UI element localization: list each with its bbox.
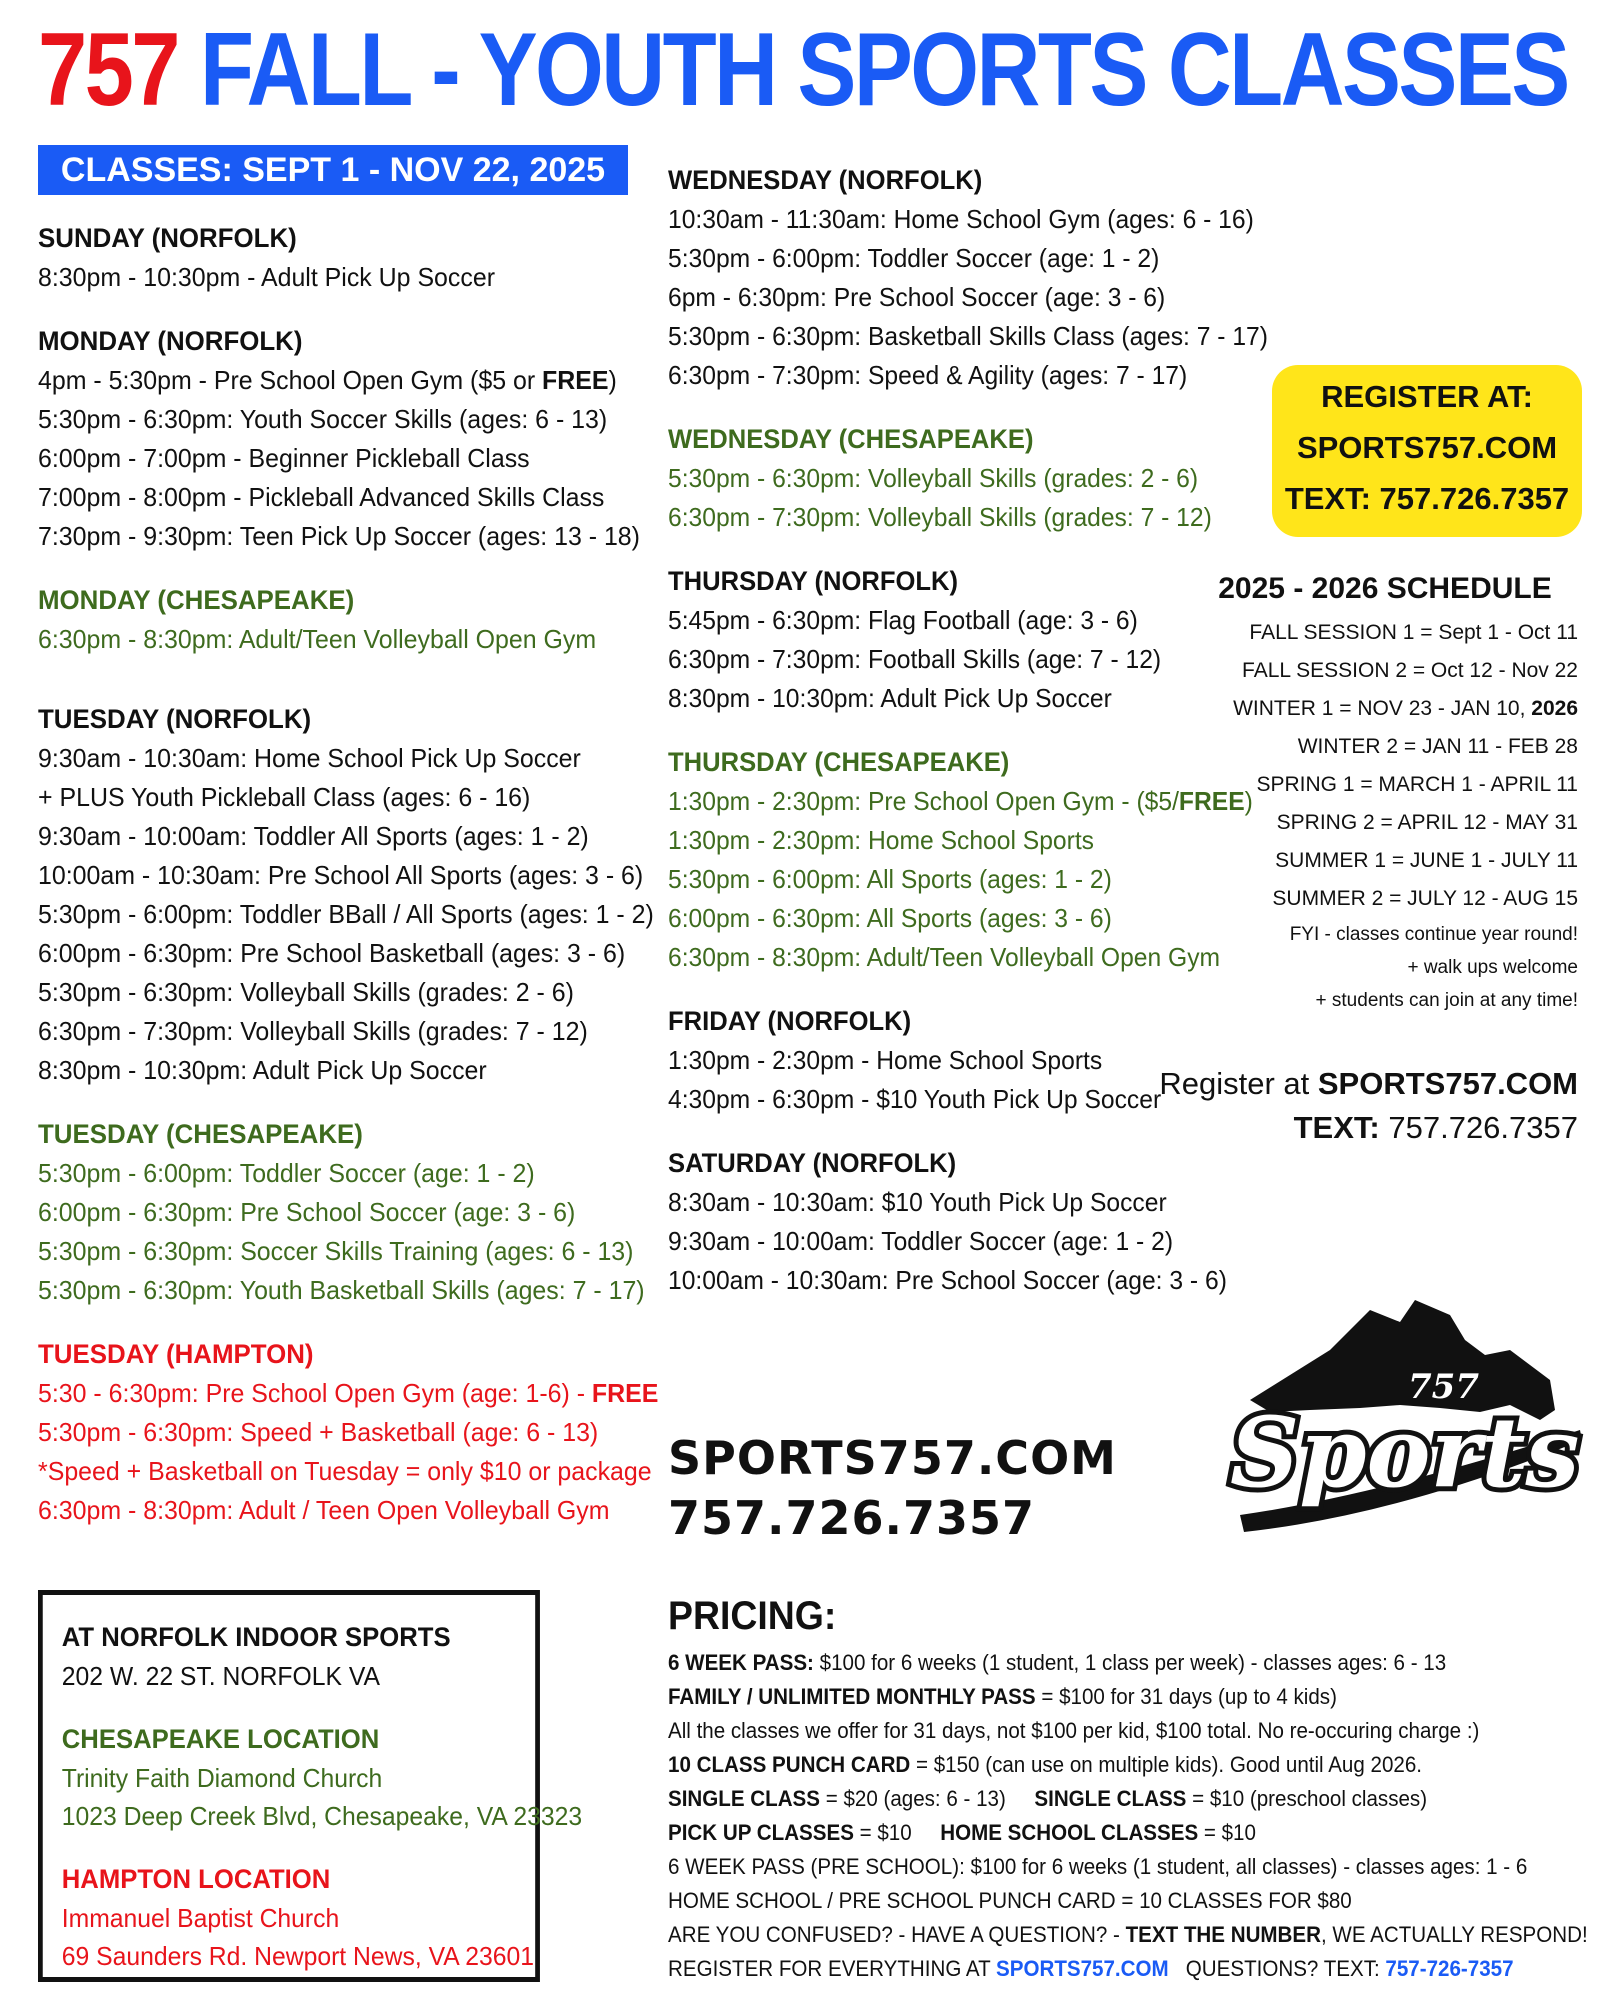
price-line: All the classes we offer for 31 days, not $100 per kid, $100 total. No re-occuring charge :)	[668, 1718, 1480, 1743]
class-line: 8:30pm - 10:30pm - Adult Pick Up Soccer	[38, 262, 495, 292]
register-phone: 757.726.7357	[1379, 1110, 1578, 1145]
section-thursday-chesapeake	[668, 742, 1253, 977]
schedule-item: SUMMER 1 = JUNE 1 - JULY 11	[1275, 849, 1578, 872]
class-line: 5:45pm - 6:30pm: Flag Football (age: 3 - 6)	[668, 605, 1138, 635]
class-line: 1:30pm - 2:30pm: Home School Sports	[668, 825, 1095, 855]
section-heading: THURSDAY (NORFOLK)	[668, 566, 959, 596]
free-label: FREE	[542, 365, 609, 395]
price-line: HOME SCHOOL / PRE SCHOOL PUNCH CARD = 10 CLASSES FOR $80	[668, 1888, 1352, 1913]
location-hampton	[62, 1859, 535, 1975]
class-line: 5:30pm - 6:00pm: Toddler BBall / All Sports (ages: 1 - 2)	[38, 899, 654, 929]
schedule-note: + students can join at any time!	[1315, 990, 1578, 1011]
class-line: 7:30pm - 9:30pm: Teen Pick Up Soccer (ages: 13 - 18)	[38, 521, 640, 551]
location-address: 202 W. 22 ST. NORFOLK VA	[61, 1661, 380, 1691]
class-line: 6:00pm - 6:30pm: All Sports (ages: 3 - 6)	[668, 903, 1112, 933]
section-monday-chesapeake	[38, 580, 632, 659]
section-heading: FRIDAY (NORFOLK)	[668, 1006, 912, 1036]
section-monday-norfolk	[38, 321, 640, 556]
schedule-column-left	[38, 218, 659, 1530]
pricing-heading: PRICING:	[668, 1594, 837, 1638]
schedule-item: WINTER 1 = NOV 23 - JAN 10, 2026	[1233, 697, 1578, 720]
class-line: 1:30pm - 2:30pm - Home School Sports	[668, 1045, 1103, 1075]
location-heading: CHESAPEAKE LOCATION	[61, 1724, 380, 1754]
price-line: 6 WEEK PASS: $100 for 6 weeks (1 student, 1 class per week) - classes ages: 6 - 13	[668, 1650, 1447, 1675]
class-line: 9:30am - 10:00am: Toddler All Sports (ages: 1 - 2)	[38, 821, 589, 851]
location-address: Trinity Faith Diamond Church	[61, 1763, 383, 1793]
schedule-note: FYI - classes continue year round!	[1289, 924, 1578, 945]
section-heading: TUESDAY (HAMPTON)	[38, 1339, 314, 1369]
class-line: 5:30pm - 6:30pm: Youth Soccer Skills (ages: 6 - 13)	[38, 404, 608, 434]
section-wednesday-norfolk	[668, 160, 1268, 395]
class-line: 6:00pm - 6:30pm: Pre School Soccer (age: 3 - 6)	[38, 1197, 576, 1227]
logo-number: 757	[1408, 1367, 1479, 1407]
section-saturday-norfolk	[668, 1143, 1237, 1300]
class-line: 6:30pm - 7:30pm: Volleyball Skills (grades: 7 - 12)	[668, 502, 1212, 532]
price-line: SINGLE CLASS = $20 (ages: 6 - 13) SINGLE CLASS = $10 (preschool classes)	[668, 1786, 1428, 1811]
class-line: 4:30pm - 6:30pm - $10 Youth Pick Up Soccer	[668, 1084, 1162, 1114]
free-label: FREE	[1178, 786, 1245, 816]
class-line: 9:30am - 10:00am: Toddler Soccer (age: 1 - 2)	[668, 1226, 1174, 1256]
section-heading: SUNDAY (NORFOLK)	[38, 223, 297, 253]
schedule-item: SPRING 2 = APRIL 12 - MAY 31	[1276, 811, 1578, 834]
sports757-logo	[1210, 1280, 1590, 1540]
class-line: 6pm - 6:30pm: Pre School Soccer (age: 3 - 6)	[668, 282, 1166, 312]
class-line: 5:30pm - 6:30pm: Speed + Basketball (age: 6 - 13)	[38, 1417, 599, 1447]
date-banner: CLASSES: SEPT 1 - NOV 22, 2025	[38, 145, 628, 195]
class-line: 8:30am - 10:30am: $10 Youth Pick Up Soccer	[668, 1187, 1167, 1217]
section-heading: WEDNESDAY (NORFOLK)	[668, 165, 983, 195]
section-tuesday-hampton	[38, 1334, 659, 1530]
class-line: 6:00pm - 6:30pm: Pre School Basketball (ages: 3 - 6)	[38, 938, 626, 968]
season-schedule	[1198, 568, 1578, 1017]
class-line: *Speed + Basketball on Tuesday = only $10 or package	[38, 1456, 652, 1486]
register-badge-title: REGISTER AT:	[1321, 379, 1533, 414]
schedule-note: + walk ups welcome	[1407, 957, 1578, 978]
class-line: 5:30 - 6:30pm: Pre School Open Gym (age: 1-6) - FREE	[38, 1378, 659, 1408]
price-line: REGISTER FOR EVERYTHING AT SPORTS757.COM QUESTIONS? TEXT: 757-726-7357	[668, 1956, 1514, 1981]
price-line: FAMILY / UNLIMITED MONTHLY PASS = $100 for 31 days (up to 4 kids)	[668, 1684, 1337, 1709]
locations-box	[38, 1590, 583, 1982]
section-heading: MONDAY (CHESAPEAKE)	[38, 585, 355, 615]
price-line: 6 WEEK PASS (PRE SCHOOL): $100 for 6 weeks (1 student, all classes) - classes ages: 1 - 6	[668, 1854, 1528, 1879]
register-site-link[interactable]: SPORTS757.COM	[1317, 1066, 1578, 1101]
big-contact-phone: 757.726.7357	[668, 1491, 1036, 1545]
schedule-item: SPRING 1 = MARCH 1 - APRIL 11	[1256, 773, 1578, 796]
class-line: 8:30pm - 10:30pm: Adult Pick Up Soccer	[668, 683, 1112, 713]
section-tuesday-chesapeake	[38, 1114, 645, 1310]
class-line: 5:30pm - 6:00pm: All Sports (ages: 1 - 2)	[668, 864, 1112, 894]
page-title	[38, 12, 1568, 128]
location-norfolk	[62, 1617, 535, 1695]
location-heading: HAMPTON LOCATION	[61, 1864, 331, 1894]
free-label: FREE	[591, 1378, 659, 1408]
location-address: 1023 Deep Creek Blvd, Chesapeake, VA 23323	[61, 1801, 583, 1831]
location-address: 69 Saunders Rd. Newport News, VA 23601	[61, 1941, 534, 1971]
location-chesapeake	[61, 1719, 583, 1835]
class-line: 5:30pm - 6:30pm: Volleyball Skills (grades: 2 - 6)	[38, 977, 574, 1007]
section-friday-norfolk	[668, 1001, 1237, 1119]
class-line: 10:00am - 10:30am: Pre School Soccer (age: 3 - 6)	[668, 1265, 1227, 1295]
class-line: 6:30pm - 8:30pm: Adult/Teen Volleyball Open Gym	[668, 942, 1221, 972]
class-line: 7:00pm - 8:00pm - Pickleball Advanced Skills Class	[38, 482, 605, 512]
final-site-link[interactable]: SPORTS757.COM	[996, 1956, 1169, 1981]
section-heading: TUESDAY (CHESAPEAKE)	[38, 1119, 363, 1149]
logo-word: Sports	[1230, 1396, 1580, 1509]
register-badge	[1272, 365, 1582, 537]
final-phone: 757-726-7357	[1385, 1956, 1514, 1981]
big-contact	[668, 1428, 1117, 1548]
location-heading: AT NORFOLK INDOOR SPORTS	[61, 1622, 451, 1652]
class-line: 6:30pm - 7:30pm: Speed & Agility (ages: 7 - 17)	[668, 360, 1188, 390]
class-line: 4pm - 5:30pm - Pre School Open Gym ($5 or FREE)	[38, 365, 617, 395]
section-heading: MONDAY (NORFOLK)	[38, 326, 303, 356]
section-tuesday-norfolk	[38, 699, 654, 1090]
class-line: 10:00am - 10:30am: Pre School All Sports (ages: 3 - 6)	[38, 860, 644, 890]
title-number: 757	[38, 12, 178, 128]
class-line: 8:30pm - 10:30pm: Adult Pick Up Soccer	[38, 1055, 487, 1085]
section-heading: SATURDAY (NORFOLK)	[668, 1148, 957, 1178]
class-line: 6:30pm - 8:30pm: Adult / Teen Open Volleyball Gym	[38, 1495, 610, 1525]
price-line: 10 CLASS PUNCH CARD = $150 (can use on multiple kids). Good until Aug 2026.	[668, 1752, 1423, 1777]
schedule-heading: 2025 - 2026 SCHEDULE	[1218, 572, 1552, 605]
section-wednesday-chesapeake	[668, 419, 1237, 537]
section-heading: THURSDAY (CHESAPEAKE)	[668, 747, 1010, 777]
register-badge-phone: TEXT: 757.726.7357	[1284, 481, 1570, 516]
class-line: 5:30pm - 6:30pm: Basketball Skills Class (ages: 7 - 17)	[668, 321, 1268, 351]
location-address: Immanuel Baptist Church	[61, 1903, 340, 1933]
schedule-item: WINTER 2 = JAN 11 - FEB 28	[1297, 735, 1578, 758]
class-line: 5:30pm - 6:30pm: Soccer Skills Training (ages: 6 - 13)	[38, 1236, 634, 1266]
schedule-item: SUMMER 2 = JULY 12 - AUG 15	[1272, 887, 1578, 910]
class-line: 5:30pm - 6:30pm: Volleyball Skills (grades: 2 - 6)	[668, 463, 1199, 493]
class-line: 5:30pm - 6:00pm: Toddler Soccer (age: 1 - 2)	[38, 1158, 535, 1188]
class-line: + PLUS Youth Pickleball Class (ages: 6 - 16)	[38, 782, 531, 812]
class-line: 1:30pm - 2:30pm: Pre School Open Gym - ($5/FREE)	[668, 786, 1253, 816]
class-line: 6:30pm - 7:30pm: Football Skills (age: 7 - 12)	[668, 644, 1162, 674]
section-heading: WEDNESDAY (CHESAPEAKE)	[668, 424, 1034, 454]
price-line: PICK UP CLASSES = $10 HOME SCHOOL CLASSES = $10	[668, 1820, 1256, 1845]
class-line: 6:00pm - 7:00pm - Beginner Pickleball Class	[38, 443, 530, 473]
title-text: FALL - YOUTH SPORTS CLASSES	[199, 12, 1568, 128]
class-line: 10:30am - 11:30am: Home School Gym (ages: 6 - 16)	[668, 204, 1254, 234]
class-line: 6:30pm - 8:30pm: Adult/Teen Volleyball Open Gym	[38, 624, 597, 654]
section-thursday-norfolk	[668, 561, 1237, 718]
big-contact-site[interactable]: SPORTS757.COM	[668, 1431, 1117, 1485]
price-line: ARE YOU CONFUSED? - HAVE A QUESTION? - TEXT THE NUMBER, WE ACTUALLY RESPOND!	[668, 1922, 1588, 1947]
schedule-item: FALL SESSION 2 = Oct 12 - Nov 22	[1242, 659, 1578, 682]
class-line: 9:30am - 10:30am: Home School Pick Up Soccer	[38, 743, 581, 773]
register-line: Register at SPORTS757.COM TEXT: 757.726.7357	[1159, 1066, 1578, 1145]
section-sunday-norfolk	[38, 218, 632, 297]
class-line: 6:30pm - 7:30pm: Volleyball Skills (grades: 7 - 12)	[38, 1016, 588, 1046]
section-heading: TUESDAY (NORFOLK)	[38, 704, 312, 734]
register-badge-site[interactable]: SPORTS757.COM	[1296, 430, 1558, 465]
class-line: 5:30pm - 6:30pm: Youth Basketball Skills (ages: 7 - 17)	[38, 1275, 645, 1305]
pricing-section	[668, 1592, 1588, 1986]
schedule-column-middle	[668, 160, 1268, 1300]
class-line: 5:30pm - 6:00pm: Toddler Soccer (age: 1 - 2)	[668, 243, 1160, 273]
schedule-item: FALL SESSION 1 = Sept 1 - Oct 11	[1249, 621, 1578, 644]
